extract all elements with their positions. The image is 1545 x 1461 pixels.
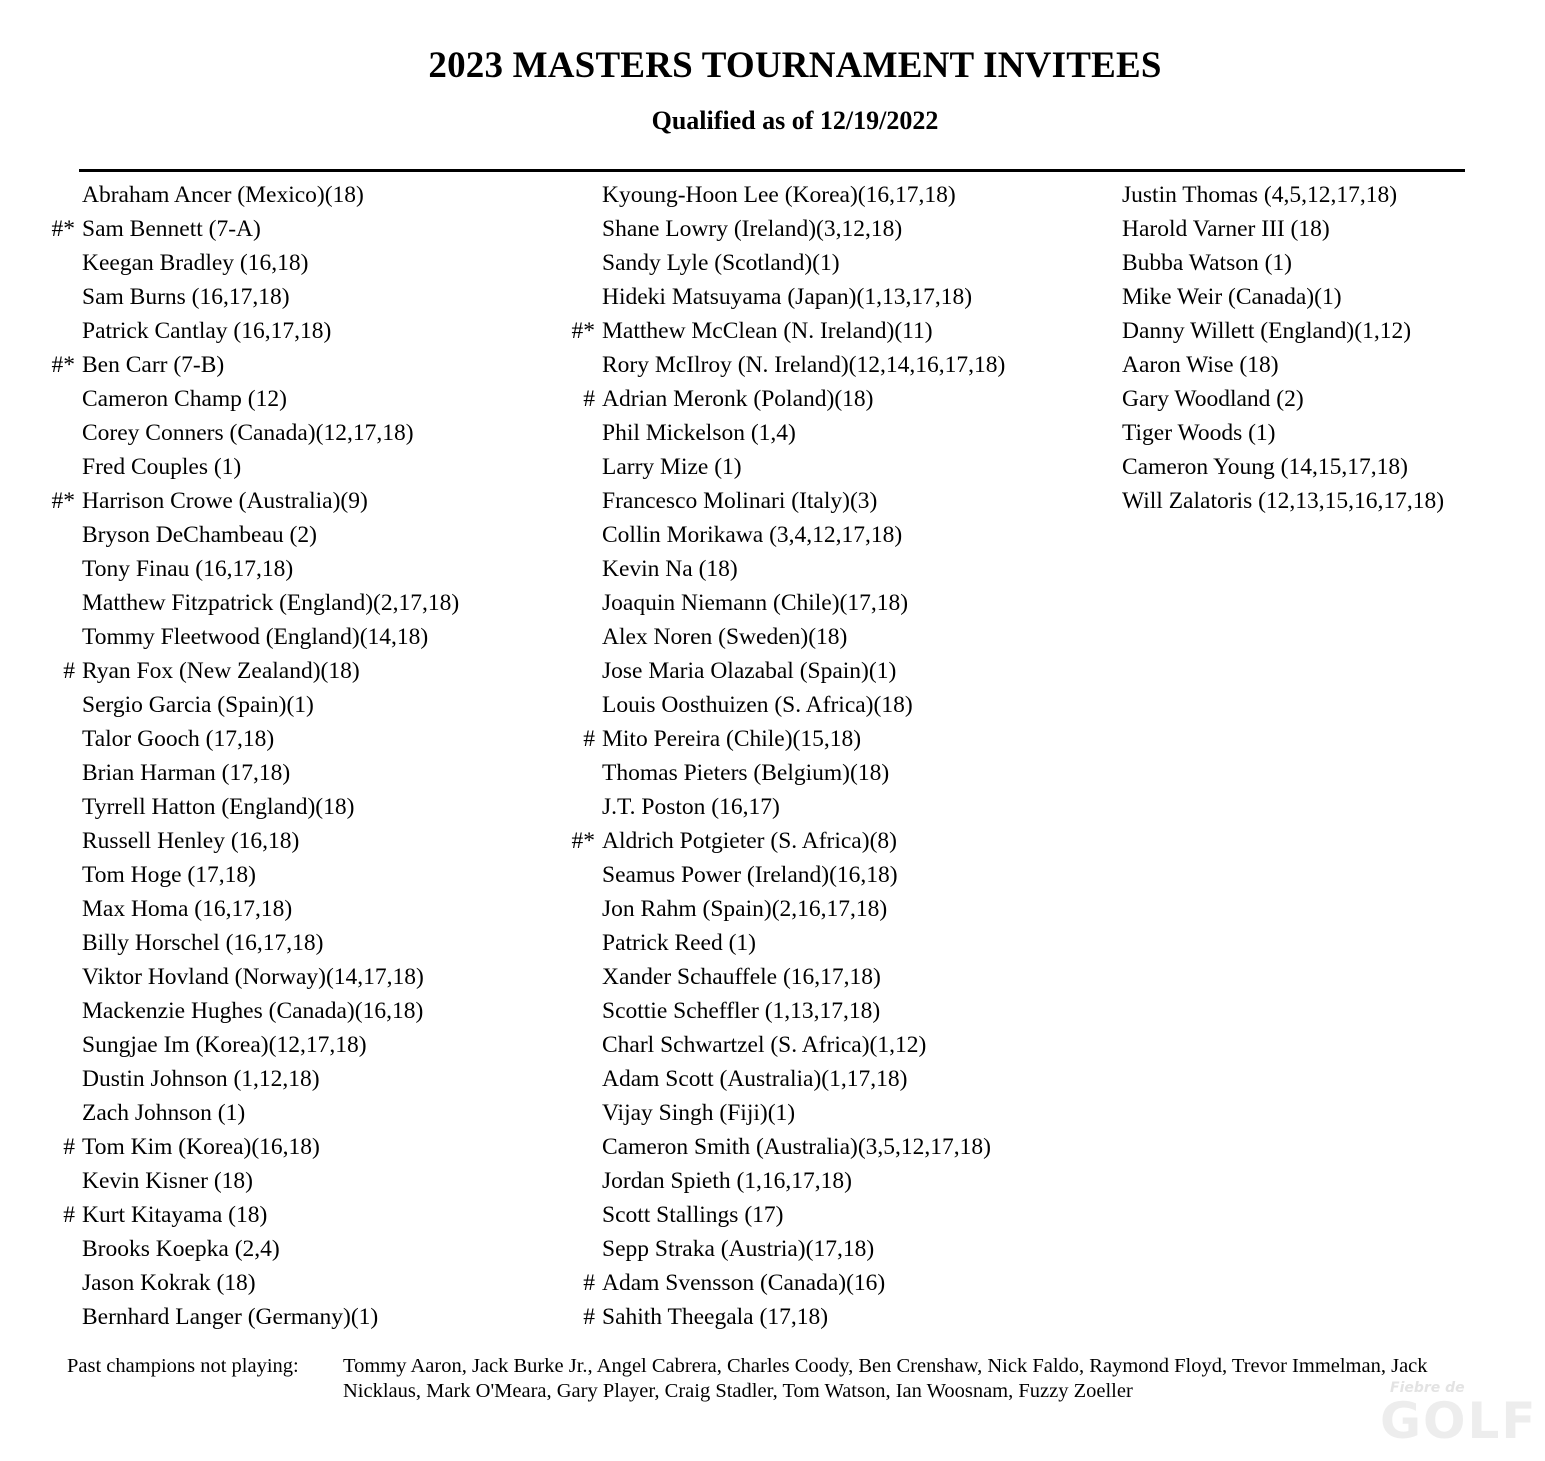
invitee-name: Ryan Fox (New Zealand)(18) [82,658,360,684]
invitee-column-2 [571,178,1006,1334]
invitee-entry [82,586,459,620]
qualification-marker: #* [51,488,75,514]
invitee-name: Corey Conners (Canada)(12,17,18) [82,420,414,446]
invitee-name: Phil Mickelson (1,4) [602,420,796,446]
invitee-entry [583,382,1005,416]
qualification-marker: #* [571,318,595,344]
invitee-entry [571,824,1005,858]
invitee-entry [602,790,1005,824]
invitee-name: Tom Kim (Korea)(16,18) [82,1134,320,1160]
invitee-name: Mike Weir (Canada)(1) [1122,284,1342,310]
invitee-entry [602,212,1005,246]
invitee-entry [82,1062,459,1096]
invitee-entry [82,994,459,1028]
invitee-name: Sahith Theegala (17,18) [602,1304,829,1330]
invitee-entry [1122,382,1444,416]
qualification-marker: # [583,386,595,412]
invitee-name: Tiger Woods (1) [1122,420,1276,446]
invitee-entry [1122,416,1444,450]
invitee-name: Thomas Pieters (Belgium)(18) [602,760,890,786]
invitee-name: Bryson DeChambeau (2) [82,522,317,548]
invitee-entry [82,382,459,416]
watermark-line2: GOLF [1380,1392,1538,1450]
invitee-entry [82,926,459,960]
invitee-name: Talor Gooch (17,18) [82,726,275,752]
invitee-name: Harrison Crowe (Australia)(9) [82,488,368,514]
invitee-name: Cameron Smith (Australia)(3,5,12,17,18) [602,1134,991,1160]
invitee-entry [602,892,1005,926]
invitee-name: Zach Johnson (1) [82,1100,246,1126]
invitee-entry [82,1028,459,1062]
invitee-name: Vijay Singh (Fiji)(1) [602,1100,796,1126]
invitee-entry [583,1266,1005,1300]
invitee-name: Scottie Scheffler (1,13,17,18) [602,998,881,1024]
invitee-name: Kyoung-Hoon Lee (Korea)(16,17,18) [602,182,956,208]
invitee-name: Patrick Reed (1) [602,930,757,956]
invitee-name: Jason Kokrak (18) [82,1270,256,1296]
invitee-name: Mackenzie Hughes (Canada)(16,18) [82,998,424,1024]
invitee-entry [602,620,1005,654]
invitee-name: Sungjae Im (Korea)(12,17,18) [82,1032,367,1058]
invitee-name: Keegan Bradley (16,18) [82,250,309,276]
invitee-entry [82,552,459,586]
invitee-name: Fred Couples (1) [82,454,242,480]
invitee-name: Kevin Kisner (18) [82,1168,253,1194]
invitee-name: Brian Harman (17,18) [82,760,291,786]
invitee-entry [1122,348,1444,382]
invitee-name: Mito Pereira (Chile)(15,18) [602,726,862,752]
invitee-name: Francesco Molinari (Italy)(3) [602,488,878,514]
invitee-name: J.T. Poston (16,17) [602,794,780,820]
invitee-name: Joaquin Niemann (Chile)(17,18) [602,590,909,616]
watermark-logo [1380,1362,1540,1454]
invitee-name: Viktor Hovland (Norway)(14,17,18) [82,964,424,990]
invitee-entry [82,416,459,450]
invitee-name: Ben Carr (7-B) [82,352,225,378]
invitee-name: Danny Willett (England)(1,12) [1122,318,1412,344]
invitee-name: Cameron Young (14,15,17,18) [1122,454,1408,480]
invitee-name: Jon Rahm (Spain)(2,16,17,18) [602,896,888,922]
qualification-marker: # [583,726,595,752]
invitee-name: Patrick Cantlay (16,17,18) [82,318,332,344]
invitee-entry [1122,450,1444,484]
invitee-entry [82,246,459,280]
invitee-entry [602,1198,1005,1232]
invitee-name: Sam Bennett (7-A) [82,216,261,242]
invitee-entry [602,1062,1005,1096]
invitee-name: Matthew Fitzpatrick (England)(2,17,18) [82,590,460,616]
invitee-entry [602,178,1005,212]
invitee-entry [602,518,1005,552]
invitee-entry [82,892,459,926]
invitee-entry [602,1130,1005,1164]
invitee-name: Alex Noren (Sweden)(18) [602,624,848,650]
invitee-entry [82,790,459,824]
invitee-name: Bubba Watson (1) [1122,250,1292,276]
invitee-entry [602,654,1005,688]
invitee-name: Seamus Power (Ireland)(16,18) [602,862,898,888]
invitee-name: Sepp Straka (Austria)(17,18) [602,1236,875,1262]
invitee-name: Adam Scott (Australia)(1,17,18) [602,1066,908,1092]
invitee-entry [82,722,459,756]
invitee-name: Louis Oosthuizen (S. Africa)(18) [602,692,913,718]
invitee-entry [583,722,1005,756]
invitee-name: Sam Burns (16,17,18) [82,284,290,310]
invitee-entry [602,994,1005,1028]
invitee-entry [51,212,459,246]
invitee-entry [82,620,459,654]
invitee-name: Jordan Spieth (1,16,17,18) [602,1168,852,1194]
invitee-name: Scott Stallings (17) [602,1202,784,1228]
page-subtitle: Qualified as of 12/19/2022 [651,106,939,135]
invitee-entry [602,484,1005,518]
invitee-entry [63,654,459,688]
invitee-entry [82,178,459,212]
invitee-name: Kurt Kitayama (18) [82,1202,268,1228]
invitee-name: Max Homa (16,17,18) [82,896,293,922]
invitee-name: Rory McIlroy (N. Ireland)(12,14,16,17,18) [602,352,1006,378]
invitee-name: Jose Maria Olazabal (Spain)(1) [602,658,897,684]
invitee-name: Tyrrell Hatton (England)(18) [82,794,355,820]
invitee-entry [63,1130,459,1164]
invitee-name: Brooks Koepka (2,4) [82,1236,280,1262]
invitee-entry [1122,246,1444,280]
invitee-name: Billy Horschel (16,17,18) [82,930,324,956]
qualification-marker: #* [571,828,595,854]
invitee-entry [602,960,1005,994]
invitee-name: Will Zalatoris (12,13,15,16,17,18) [1122,488,1445,514]
invitee-column-3 [1122,178,1444,518]
qualification-marker: # [63,1134,75,1160]
header-divider [79,169,1465,172]
invitee-name: Justin Thomas (4,5,12,17,18) [1122,182,1398,208]
invitee-entry [602,926,1005,960]
watermark-line1: Fiebre de [1390,1380,1465,1396]
invitee-entry [602,1028,1005,1062]
invitee-name: Aaron Wise (18) [1122,352,1279,378]
invitee-name: Shane Lowry (Ireland)(3,12,18) [602,216,903,242]
invitee-entry [82,1096,459,1130]
invitee-name: Matthew McClean (N. Ireland)(11) [602,318,933,344]
invitee-entry [602,1096,1005,1130]
invitee-entry [571,314,1005,348]
invitee-name: Aldrich Potgieter (S. Africa)(8) [602,828,897,854]
past-champions-names: Tommy Aaron, Jack Burke Jr., Angel Cabrera, Charles Coody, Ben Crenshaw, Nick Faldo, Raymond Floyd, Trevor Immelman, Jack Nicklaus, Mark O'Meara, Gary Player, Craig Stadler, Tom Watson, Ian Woosnam, Fuzzy Zoeller [343,1355,1428,1402]
invitee-name: Harold Varner III (18) [1122,216,1330,242]
invitee-name: Tommy Fleetwood (England)(14,18) [82,624,429,650]
qualification-marker: # [63,1202,75,1228]
invitee-name: Dustin Johnson (1,12,18) [82,1066,320,1092]
invitee-name: Hideki Matsuyama (Japan)(1,13,17,18) [602,284,973,310]
invitee-entry [602,756,1005,790]
invitee-entry [602,1232,1005,1266]
qualification-marker: #* [51,216,75,242]
invitee-entry [82,858,459,892]
invitee-entry [82,280,459,314]
page-title: 2023 MASTERS TOURNAMENT INVITEES [428,45,1162,86]
invitee-entry [1122,484,1444,518]
invitee-entry [1122,178,1444,212]
invitee-entry [1122,212,1444,246]
invitee-entry [82,450,459,484]
invitee-name: Kevin Na (18) [602,556,738,582]
invitee-name: Collin Morikawa (3,4,12,17,18) [602,522,903,548]
invitee-name: Larry Mize (1) [602,454,742,480]
invitee-entry [82,1266,459,1300]
invitee-entry [602,450,1005,484]
qualification-marker: #* [51,352,75,378]
invitee-column-1 [51,178,460,1334]
invitee-entry [51,348,459,382]
invitee-entry [1122,280,1444,314]
invitee-name: Cameron Champ (12) [82,386,287,412]
invitee-entry [1122,314,1444,348]
invitee-name: Bernhard Langer (Germany)(1) [82,1304,379,1330]
invitee-entry [51,484,459,518]
invitee-entry [82,314,459,348]
invitee-entry [82,1300,459,1334]
invitee-name: Tom Hoge (17,18) [82,862,256,888]
invitee-entry [602,552,1005,586]
qualification-marker: # [583,1304,595,1330]
invitee-name: Adrian Meronk (Poland)(18) [602,386,874,412]
invitee-entry [82,756,459,790]
invitee-entry [602,688,1005,722]
invitee-name: Sergio Garcia (Spain)(1) [82,692,314,718]
invitee-entry [82,824,459,858]
qualification-marker: # [63,658,75,684]
invitee-entry [63,1198,459,1232]
invitee-entry [82,960,459,994]
past-champions-label: Past champions not playing: [67,1355,299,1377]
invitee-entry [583,1300,1005,1334]
invitee-entry [602,246,1005,280]
invitee-name: Abraham Ancer (Mexico)(18) [82,182,364,208]
invitee-entry [602,586,1005,620]
invitee-entry [82,518,459,552]
invitee-name: Gary Woodland (2) [1122,386,1304,412]
invitee-entry [602,1164,1005,1198]
qualification-marker: # [583,1270,595,1296]
invitee-name: Charl Schwartzel (S. Africa)(1,12) [602,1032,927,1058]
invitee-name: Xander Schauffele (16,17,18) [602,964,881,990]
invitee-entry [602,280,1005,314]
invitee-name: Russell Henley (16,18) [82,828,300,854]
invitee-entry [82,1164,459,1198]
invitee-entry [602,416,1005,450]
invitee-name: Tony Finau (16,17,18) [82,556,294,582]
invitee-entry [602,348,1005,382]
invitee-name: Sandy Lyle (Scotland)(1) [602,250,840,276]
invitee-name: Adam Svensson (Canada)(16) [602,1270,886,1296]
invitee-entry [82,688,459,722]
invitee-entry [82,1232,459,1266]
invitee-entry [602,858,1005,892]
